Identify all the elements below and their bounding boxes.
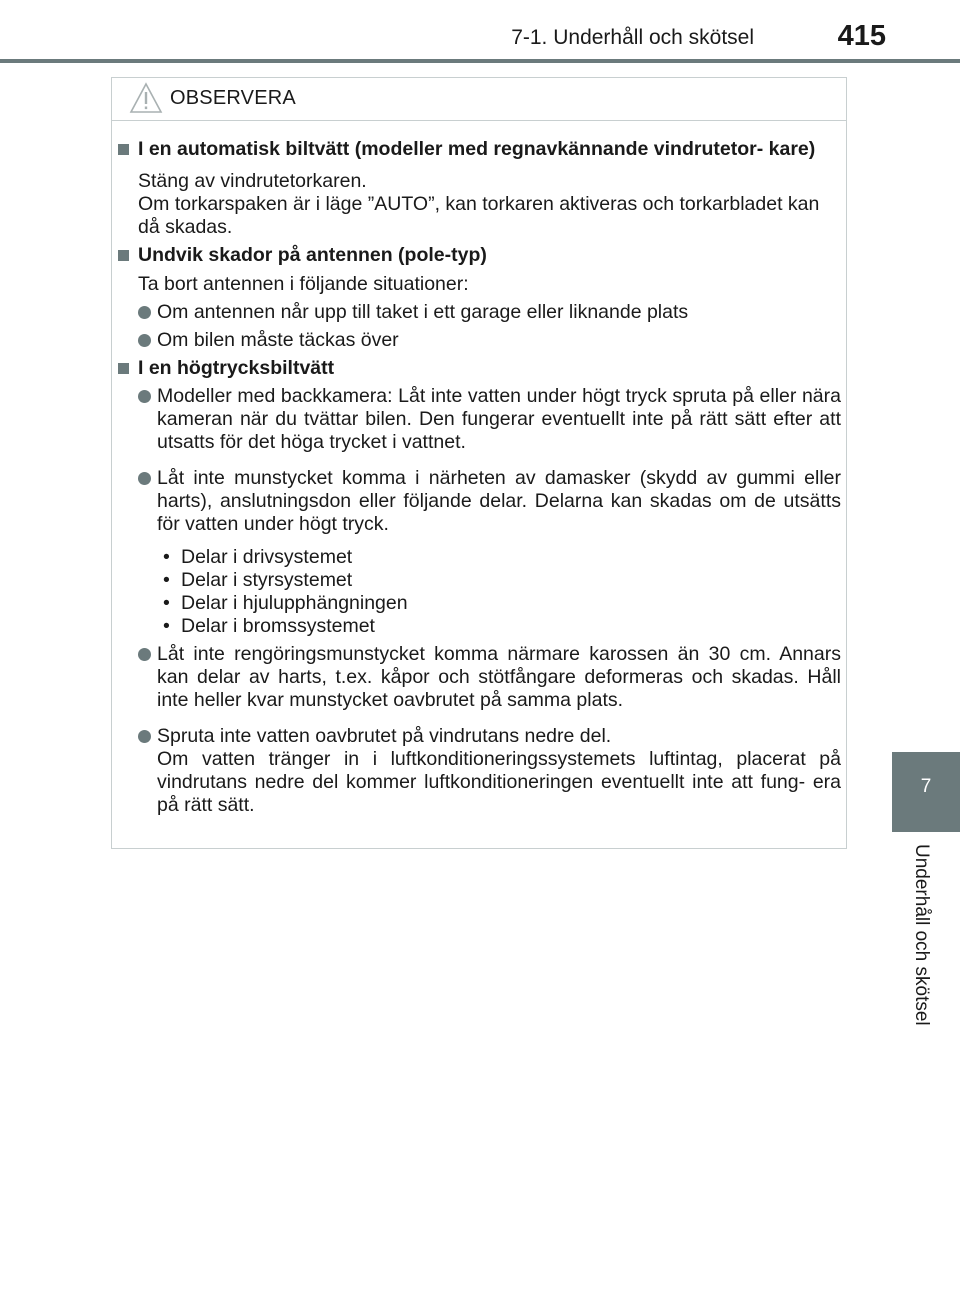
sub-list-item: • Delar i styrsystemet [163,569,353,591]
list-item: Om bilen måste täckas över [138,329,841,352]
list-item: Låt inte munstycket komma i närheten av damasker (skydd av gummi eller harts), anslutningsdon eller följande delar. Delarna kan skadas om de utsätts för vatten under högt tryck. [138,467,841,536]
chapter-number: 7 [920,776,932,797]
warning-triangle-icon [129,82,163,114]
paragraph: Ta bort antennen i följande situationer: [138,273,469,295]
chapter-label: Underhåll och skötsel [911,844,932,1026]
notice-box [111,77,847,849]
round-bullet-icon [138,390,151,403]
header-rule [0,59,960,63]
round-bullet-icon [138,472,151,485]
section-heading: Undvik skador på antennen (pole-typ) [118,244,841,267]
round-bullet-icon [138,334,151,347]
square-bullet-icon [118,250,129,261]
round-bullet-icon [138,648,151,661]
sub-list-item: • Delar i hjulupphängningen [163,592,408,614]
list-item [138,725,841,817]
paragraph: Stäng av vindrutetorkaren. [138,170,367,192]
list-item-continuation: Om vatten tränger in i luftkonditioneringssystemets luftintag, placerat på vindrutans nedre del kommer luftkonditioneringen eventuellt inte att fung- era på rätt sätt. [157,748,841,816]
running-header: 7-1. Underhåll och skötsel [511,26,754,49]
notice-heading: OBSERVERA [170,87,296,109]
notice-divider [112,120,846,121]
notice-header [112,78,846,120]
square-bullet-icon [118,363,129,374]
list-item: Låt inte rengöringsmunstycket komma närmare karossen än 30 cm. Annars kan delar av harts, t.ex. kåpor och stötfångare deformeras och skadas. Håll inte heller kvar munstycket oavbrutet på samma plats. [138,643,841,712]
square-bullet-icon [118,144,129,155]
list-item-lead: Spruta inte vatten oavbrutet på vindrutans nedre del. [157,725,612,747]
chapter-tab [892,752,960,832]
notice-content [118,134,841,817]
section-heading: I en automatisk biltvätt (modeller med regnavkännande vindrutetor- kare) [118,138,841,161]
list-item: Om antennen når upp till taket i ett garage eller liknande plats [138,301,841,324]
sub-list [163,546,841,638]
section-heading: I en högtrycksbiltvätt [118,357,841,380]
sub-list-item: • Delar i bromssystemet [163,615,375,637]
page-number: 415 [837,20,886,52]
sub-list-item: • Delar i drivsystemet [163,546,353,568]
round-bullet-icon [138,730,151,743]
list-item: Modeller med backkamera: Låt inte vatten under högt tryck spruta på eller nära kameran när du tvättar bilen. Den fungerar eventuellt inte på rätt sätt efter att utsatts för det höga trycket i vattnet. [138,385,841,454]
paragraph: Om torkarspaken är i läge ”AUTO”, kan torkaren aktiveras och torkarbladet kan då skadas. [138,193,820,238]
round-bullet-icon [138,306,151,319]
